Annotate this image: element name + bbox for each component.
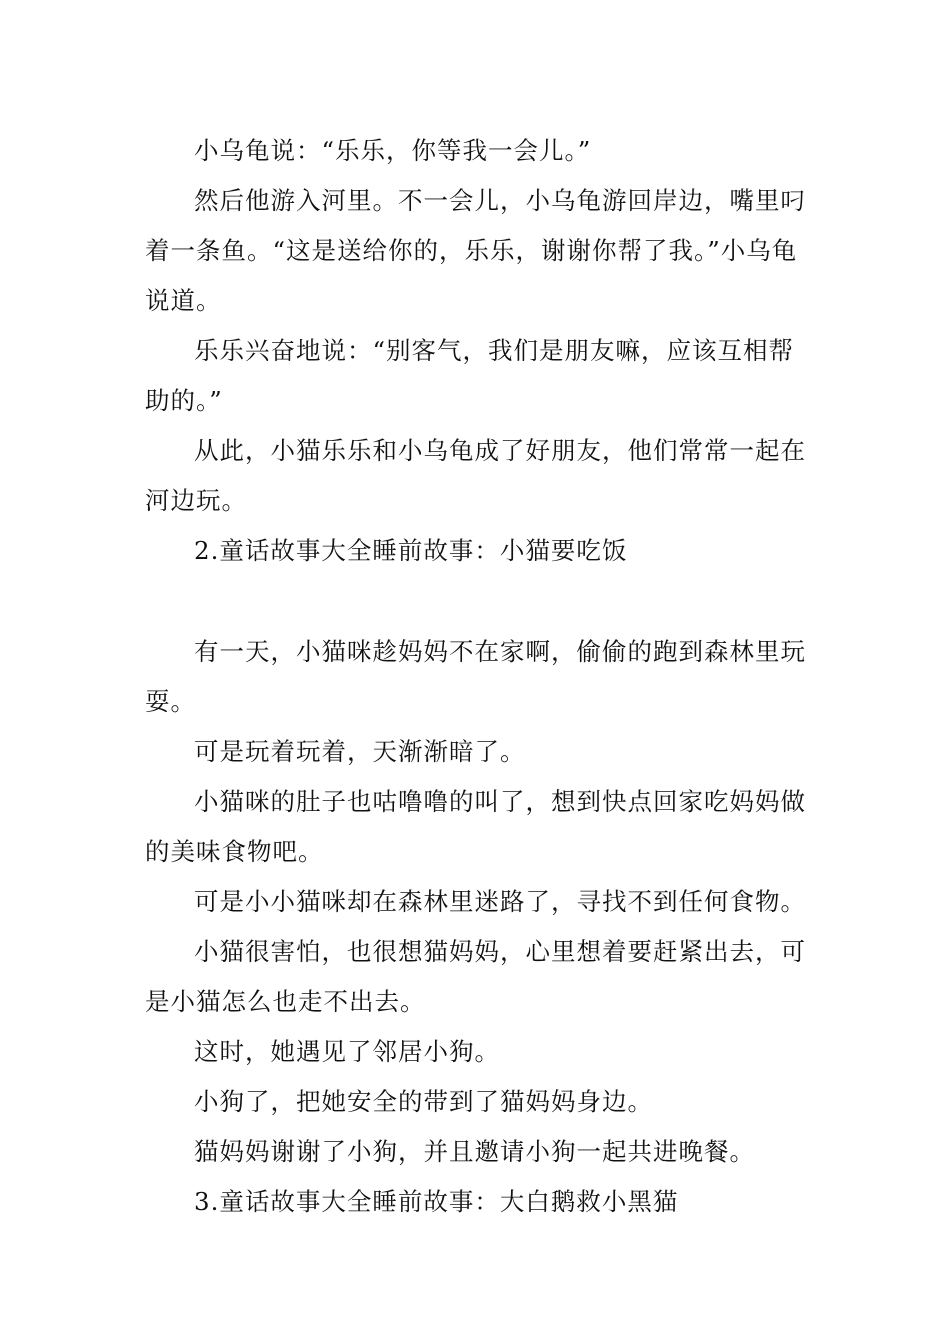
blank-line <box>145 576 807 627</box>
paragraph: 有一天，小猫咪趁妈妈不在家啊，偷偷的跑到森林里玩耍。 <box>145 637 806 716</box>
paragraph: 这时，她遇见了邻居小狗。 <box>194 1037 500 1066</box>
paragraph: 猫妈妈谢谢了小狗，并且邀请小狗一起共进晚餐。 <box>194 1137 755 1166</box>
document-body <box>145 126 807 1227</box>
paragraph: 从此，小猫乐乐和小乌龟成了好朋友，他们常常一起在河边玩。 <box>145 436 806 515</box>
paragraph: 小狗了，把她安全的带到了猫妈妈身边。 <box>194 1087 653 1116</box>
paragraph: 然后他游入河里。不一会儿，小乌龟游回岸边，嘴里叼着一条鱼。“这是送给你的，乐乐，谢谢你帮了我。”小乌龟说道。 <box>145 186 806 315</box>
paragraph: 乐乐兴奋地说：“别客气，我们是朋友嘛，应该互相帮助的。” <box>145 336 795 415</box>
paragraph: 小猫咪的肚子也咕噜噜的叫了，想到快点回家吃妈妈做的美味食物吧。 <box>145 787 806 866</box>
paragraph: 小猫很害怕，也很想猫妈妈，心里想着要赶紧出去，可是小猫怎么也走不出去。 <box>145 937 806 1016</box>
section-heading: 3.童话故事大全睡前故事：大白鹅救小黑猫 <box>194 1187 679 1216</box>
paragraph: 可是玩着玩着，天渐渐暗了。 <box>194 737 526 766</box>
paragraph: 小乌龟说：“乐乐，你等我一会儿。” <box>194 136 592 165</box>
paragraph: 可是小小猫咪却在森林里迷路了，寻找不到任何食物。 <box>194 887 806 916</box>
section-heading: 2.童话故事大全睡前故事：小猫要吃饭 <box>194 536 628 565</box>
